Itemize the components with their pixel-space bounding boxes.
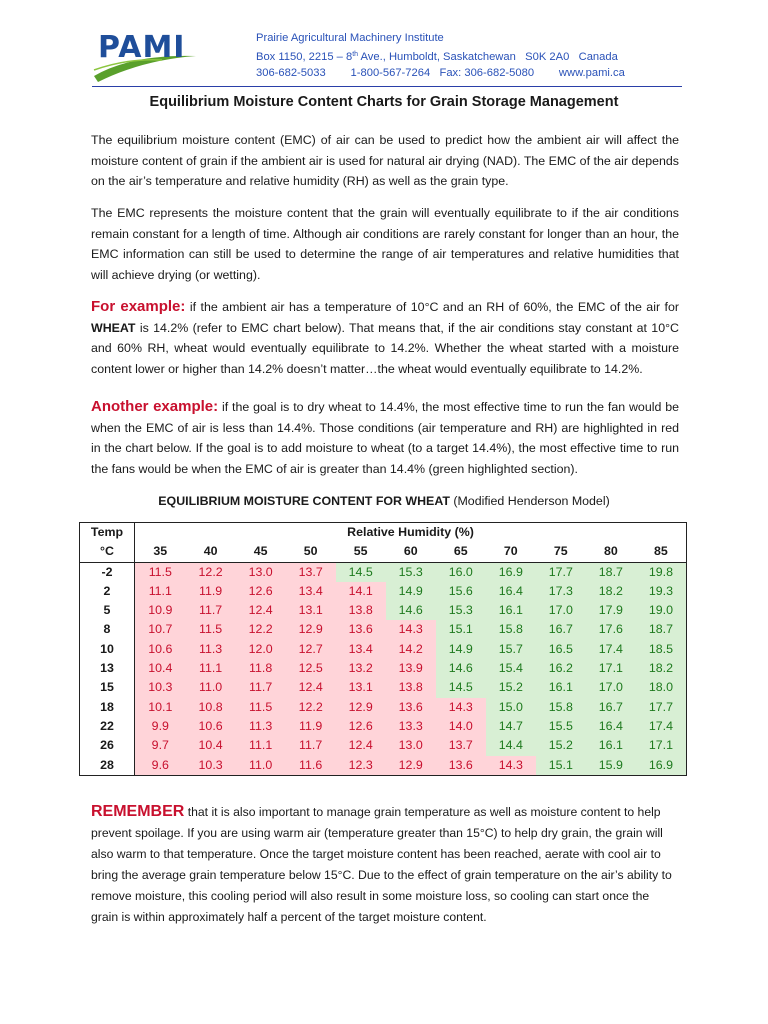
emc-cell-drying: 12.6 bbox=[236, 582, 286, 601]
emc-cell-wetting: 16.1 bbox=[536, 678, 586, 697]
emc-cell-wetting: 18.7 bbox=[586, 562, 636, 582]
example-paragraph: For example: if the ambient air has a temperature of 10°C and an RH of 60%, the EMC of the air for WHEAT is 14.2% (refer to EMC chart below). That means that, if the air conditions stay constant at 10°C and 60% RH, wheat would eventually equilibrate to 14.2%. Whether the wheat started with a moisture content lower or higher than 14.2% doesn’t matter…the wheat would eventually equilibrate to 14.2%. bbox=[91, 298, 679, 376]
emc-cell-drying: 14.3 bbox=[436, 698, 486, 717]
emc-cell-drying: 11.6 bbox=[286, 756, 336, 775]
emc-cell-drying: 12.4 bbox=[286, 678, 336, 697]
emc-cell-wetting: 16.9 bbox=[486, 562, 536, 582]
pami-logo bbox=[92, 30, 200, 90]
emc-cell-drying: 13.2 bbox=[336, 659, 386, 678]
emc-cell-wetting: 16.7 bbox=[536, 620, 586, 639]
emc-cell-drying: 13.7 bbox=[436, 736, 486, 755]
intro-paragraph: The equilibrium moisture content (EMC) of air can be used to predict how the ambient air will affect the moisture content of grain if the ambient air is used for natural air drying (NAD). The EMC of the air depends on the air’s temperature and relative humidity (RH) as well as the grain type. bbox=[91, 133, 679, 188]
emc-cell-drying: 10.7 bbox=[135, 620, 186, 639]
emc-cell-drying: 10.4 bbox=[186, 736, 236, 755]
emc-cell-wetting: 15.3 bbox=[436, 601, 486, 620]
emc-cell-wetting: 18.5 bbox=[636, 640, 686, 659]
another-example-paragraph: Another example: if the goal is to dry wheat to 14.4%, the most effective time to run the fan would be when the EMC of air is less than 14.4%. Those conditions (air temperature and RH) are highlighted in red in the chart below. If the goal is to add moisture to wheat (to a target 14.4%), the most effective time to run the fans would be when the EMC of air is greater than 14.4% (green highlighted section). bbox=[91, 398, 679, 476]
emc-cell-wetting: 17.9 bbox=[586, 601, 636, 620]
emc-cell-wetting: 19.8 bbox=[636, 562, 686, 582]
emc-cell-wetting: 15.3 bbox=[386, 562, 436, 582]
emc-cell-wetting: 16.5 bbox=[536, 640, 586, 659]
emc-cell-wetting: 17.0 bbox=[586, 678, 636, 697]
emc-cell-wetting: 15.8 bbox=[486, 620, 536, 639]
rh-column-header: 70 bbox=[486, 542, 536, 562]
emc-cell-wetting: 16.4 bbox=[486, 582, 536, 601]
emc-cell-wetting: 17.4 bbox=[636, 717, 686, 736]
emc-cell-drying: 12.2 bbox=[286, 698, 336, 717]
emc-cell-drying: 11.7 bbox=[236, 678, 286, 697]
rh-column-header: 35 bbox=[135, 542, 186, 562]
emc-cell-wetting: 15.1 bbox=[436, 620, 486, 639]
emc-cell-drying: 11.0 bbox=[236, 756, 286, 775]
emc-cell-wetting: 16.7 bbox=[586, 698, 636, 717]
emc-cell-wetting: 14.4 bbox=[486, 736, 536, 755]
emc-cell-drying: 11.5 bbox=[236, 698, 286, 717]
address: Box 1150, 2215 – 8th Ave., Humboldt, Saskatchewan S0K 2A0 Canada bbox=[256, 50, 618, 63]
emc-cell-drying: 13.8 bbox=[336, 601, 386, 620]
temp-cell: 8 bbox=[80, 620, 135, 639]
contact-block bbox=[256, 30, 625, 82]
emc-cell-wetting: 17.4 bbox=[586, 640, 636, 659]
emc-cell-wetting: 15.0 bbox=[486, 698, 536, 717]
emc-cell-wetting: 16.1 bbox=[586, 736, 636, 755]
emc-cell-drying: 11.1 bbox=[135, 582, 186, 601]
emc-cell-drying: 10.3 bbox=[135, 678, 186, 697]
emc-table bbox=[80, 523, 686, 775]
table-row bbox=[80, 640, 686, 659]
emc-cell-drying: 11.3 bbox=[186, 640, 236, 659]
emc-cell-wetting: 14.9 bbox=[386, 582, 436, 601]
table-row bbox=[80, 717, 686, 736]
emc-cell-drying: 13.1 bbox=[336, 678, 386, 697]
remember-paragraph: REMEMBER that it is also important to manage grain temperature as well as moisture content to help prevent spoilage. If you are using warm air (temperature greater than 15°C) to help dry grain, the grain will also warm to that temperature. Once the target moisture content has been reached, aerate with cool air to bring the average grain temperature below 15°C. Due to the effect of grain temperature on the air’s ability to remove moisture, this cooling period will also result in some moisture loss, so cooling can start once the grain is within approximately half a percent of the target moisture content. bbox=[91, 803, 672, 924]
emc-cell-drying: 12.9 bbox=[336, 698, 386, 717]
rh-column-header: 85 bbox=[636, 542, 686, 562]
emc-cell-wetting: 19.3 bbox=[636, 582, 686, 601]
table-row bbox=[80, 678, 686, 697]
emc-cell-drying: 12.6 bbox=[336, 717, 386, 736]
temp-cell: 5 bbox=[80, 601, 135, 620]
emc-cell-drying: 12.2 bbox=[236, 620, 286, 639]
emc-cell-wetting: 15.2 bbox=[536, 736, 586, 755]
temp-cell: 18 bbox=[80, 698, 135, 717]
table-row bbox=[80, 601, 686, 620]
temp-cell: 22 bbox=[80, 717, 135, 736]
temp-cell: 28 bbox=[80, 756, 135, 775]
emc-cell-wetting: 16.2 bbox=[536, 659, 586, 678]
emc-cell-drying: 13.7 bbox=[286, 562, 336, 582]
emc-cell-wetting: 15.7 bbox=[486, 640, 536, 659]
fax: Fax: 306-682-5080 bbox=[439, 67, 535, 79]
header-rule bbox=[92, 86, 682, 87]
emc-cell-drying: 13.0 bbox=[386, 736, 436, 755]
emc-cell-drying: 13.6 bbox=[436, 756, 486, 775]
rh-column-header: 75 bbox=[536, 542, 586, 562]
emc-cell-wetting: 18.2 bbox=[586, 582, 636, 601]
emc-cell-drying: 11.8 bbox=[236, 659, 286, 678]
org-name: Prairie Agricultural Machinery Institute bbox=[256, 32, 444, 44]
emc-cell-drying: 12.2 bbox=[186, 562, 236, 582]
emc-cell-drying: 11.3 bbox=[236, 717, 286, 736]
table-row bbox=[80, 620, 686, 639]
temp-header: Temp bbox=[80, 523, 135, 542]
emc-cell-drying: 12.9 bbox=[386, 756, 436, 775]
emc-cell-drying: 14.0 bbox=[436, 717, 486, 736]
emc-cell-wetting: 15.8 bbox=[536, 698, 586, 717]
emc-cell-wetting: 19.0 bbox=[636, 601, 686, 620]
emc-cell-drying: 13.3 bbox=[386, 717, 436, 736]
emc-cell-wetting: 18.0 bbox=[636, 678, 686, 697]
another-example-lead: Another example: bbox=[91, 398, 219, 415]
emc-cell-drying: 11.7 bbox=[286, 736, 336, 755]
table-row bbox=[80, 736, 686, 755]
rh-column-header: 55 bbox=[336, 542, 386, 562]
emc-cell-wetting: 17.6 bbox=[586, 620, 636, 639]
emc-cell-wetting: 18.2 bbox=[636, 659, 686, 678]
phone-line bbox=[256, 65, 625, 82]
temp-cell: 10 bbox=[80, 640, 135, 659]
emc-cell-wetting: 14.5 bbox=[436, 678, 486, 697]
emc-cell-wetting: 14.6 bbox=[386, 601, 436, 620]
emc-cell-drying: 14.3 bbox=[386, 620, 436, 639]
emc-cell-drying: 13.4 bbox=[286, 582, 336, 601]
emc-cell-wetting: 16.1 bbox=[486, 601, 536, 620]
emc-cell-wetting: 14.6 bbox=[436, 659, 486, 678]
emc-cell-drying: 10.4 bbox=[135, 659, 186, 678]
table-row bbox=[80, 582, 686, 601]
emc-cell-drying: 12.4 bbox=[236, 601, 286, 620]
temp-cell: -2 bbox=[80, 562, 135, 582]
emc-cell-drying: 13.8 bbox=[386, 678, 436, 697]
emc-cell-wetting: 17.1 bbox=[586, 659, 636, 678]
emc-cell-drying: 12.4 bbox=[336, 736, 386, 755]
emc-cell-drying: 11.9 bbox=[286, 717, 336, 736]
emc-cell-wetting: 17.7 bbox=[536, 562, 586, 582]
emc-cell-drying: 12.7 bbox=[286, 640, 336, 659]
emc-cell-drying: 11.7 bbox=[186, 601, 236, 620]
emc-cell-drying: 13.9 bbox=[386, 659, 436, 678]
emc-cell-drying: 11.5 bbox=[135, 562, 186, 582]
table-row bbox=[80, 562, 686, 582]
emc-cell-drying: 11.9 bbox=[186, 582, 236, 601]
emc-cell-wetting: 14.7 bbox=[486, 717, 536, 736]
emc-cell-drying: 13.0 bbox=[236, 562, 286, 582]
rh-column-header: 40 bbox=[186, 542, 236, 562]
emc-cell-drying: 12.3 bbox=[336, 756, 386, 775]
temp-cell: 15 bbox=[80, 678, 135, 697]
emc-cell-drying: 12.0 bbox=[236, 640, 286, 659]
toll-free: 1-800-567-7264 bbox=[350, 67, 431, 79]
emc-cell-drying: 10.6 bbox=[135, 640, 186, 659]
emc-cell-wetting: 15.2 bbox=[486, 678, 536, 697]
emc-cell-wetting: 15.6 bbox=[436, 582, 486, 601]
rh-header: Relative Humidity (%) bbox=[347, 525, 474, 539]
emc-cell-wetting: 15.5 bbox=[536, 717, 586, 736]
rh-column-header: 80 bbox=[586, 542, 636, 562]
rh-column-header: 65 bbox=[436, 542, 486, 562]
emc-cell-drying: 14.2 bbox=[386, 640, 436, 659]
website-link[interactable]: www.pami.ca bbox=[558, 67, 625, 79]
emc-cell-drying: 13.6 bbox=[386, 698, 436, 717]
emc-cell-drying: 11.0 bbox=[186, 678, 236, 697]
table-row bbox=[80, 756, 686, 775]
emc-cell-drying: 9.9 bbox=[135, 717, 186, 736]
emc-cell-wetting: 17.0 bbox=[536, 601, 586, 620]
emc-cell-drying: 13.1 bbox=[286, 601, 336, 620]
emc-cell-drying: 10.6 bbox=[186, 717, 236, 736]
emc-cell-wetting: 17.3 bbox=[536, 582, 586, 601]
emc-cell-drying: 10.9 bbox=[135, 601, 186, 620]
emc-cell-drying: 14.3 bbox=[486, 756, 536, 775]
emc-cell-drying: 10.1 bbox=[135, 698, 186, 717]
emc-cell-wetting: 16.0 bbox=[436, 562, 486, 582]
page-title: Equilibrium Moisture Content Charts for Grain Storage Management bbox=[149, 94, 619, 110]
letterhead bbox=[0, 0, 768, 86]
emc-cell-drying: 11.1 bbox=[236, 736, 286, 755]
emc-cell-drying: 12.5 bbox=[286, 659, 336, 678]
emc-cell-drying: 11.1 bbox=[186, 659, 236, 678]
emc-cell-drying: 9.6 bbox=[135, 756, 186, 775]
table-row bbox=[80, 698, 686, 717]
emc-cell-wetting: 16.9 bbox=[636, 756, 686, 775]
emc-cell-wetting: 15.9 bbox=[586, 756, 636, 775]
temp-cell: 26 bbox=[80, 736, 135, 755]
rh-column-header: 45 bbox=[236, 542, 286, 562]
emc-cell-wetting: 14.9 bbox=[436, 640, 486, 659]
emc-cell-drying: 12.9 bbox=[286, 620, 336, 639]
emc-cell-wetting: 15.1 bbox=[536, 756, 586, 775]
emc-cell-wetting: 14.5 bbox=[336, 562, 386, 582]
emc-cell-wetting: 17.7 bbox=[636, 698, 686, 717]
emc-cell-drying: 9.7 bbox=[135, 736, 186, 755]
emc-cell-wetting: 15.4 bbox=[486, 659, 536, 678]
emc-cell-drying: 13.4 bbox=[336, 640, 386, 659]
temp-unit-header: °C bbox=[80, 542, 135, 562]
emc-cell-wetting: 18.7 bbox=[636, 620, 686, 639]
phone: 306-682-5033 bbox=[256, 67, 326, 79]
rh-column-header: 50 bbox=[286, 542, 336, 562]
table-title: EQUILIBRIUM MOISTURE CONTENT FOR WHEAT (Modified Henderson Model) bbox=[158, 494, 610, 508]
temp-cell: 13 bbox=[80, 659, 135, 678]
emc-cell-wetting: 16.4 bbox=[586, 717, 636, 736]
emc-cell-drying: 13.6 bbox=[336, 620, 386, 639]
table-row bbox=[80, 659, 686, 678]
rh-column-header: 60 bbox=[386, 542, 436, 562]
temp-cell: 2 bbox=[80, 582, 135, 601]
remember-lead: REMEMBER bbox=[91, 803, 185, 820]
emc-cell-wetting: 17.1 bbox=[636, 736, 686, 755]
emc-cell-drying: 10.3 bbox=[186, 756, 236, 775]
emc-cell-drying: 14.1 bbox=[336, 582, 386, 601]
emc-cell-drying: 11.5 bbox=[186, 620, 236, 639]
emc-paragraph: The EMC represents the moisture content that the grain will eventually equilibrate to if the air conditions remain constant for a length of time. Although air conditions are rarely constant for longer than an hour, the EMC information can still be used to determine the range of air temperatures and relative humidities that will achieve drying (or wetting). bbox=[91, 206, 679, 282]
logo-text: PAMI bbox=[98, 30, 186, 65]
example-lead: For example: bbox=[91, 298, 186, 315]
emc-cell-drying: 10.8 bbox=[186, 698, 236, 717]
